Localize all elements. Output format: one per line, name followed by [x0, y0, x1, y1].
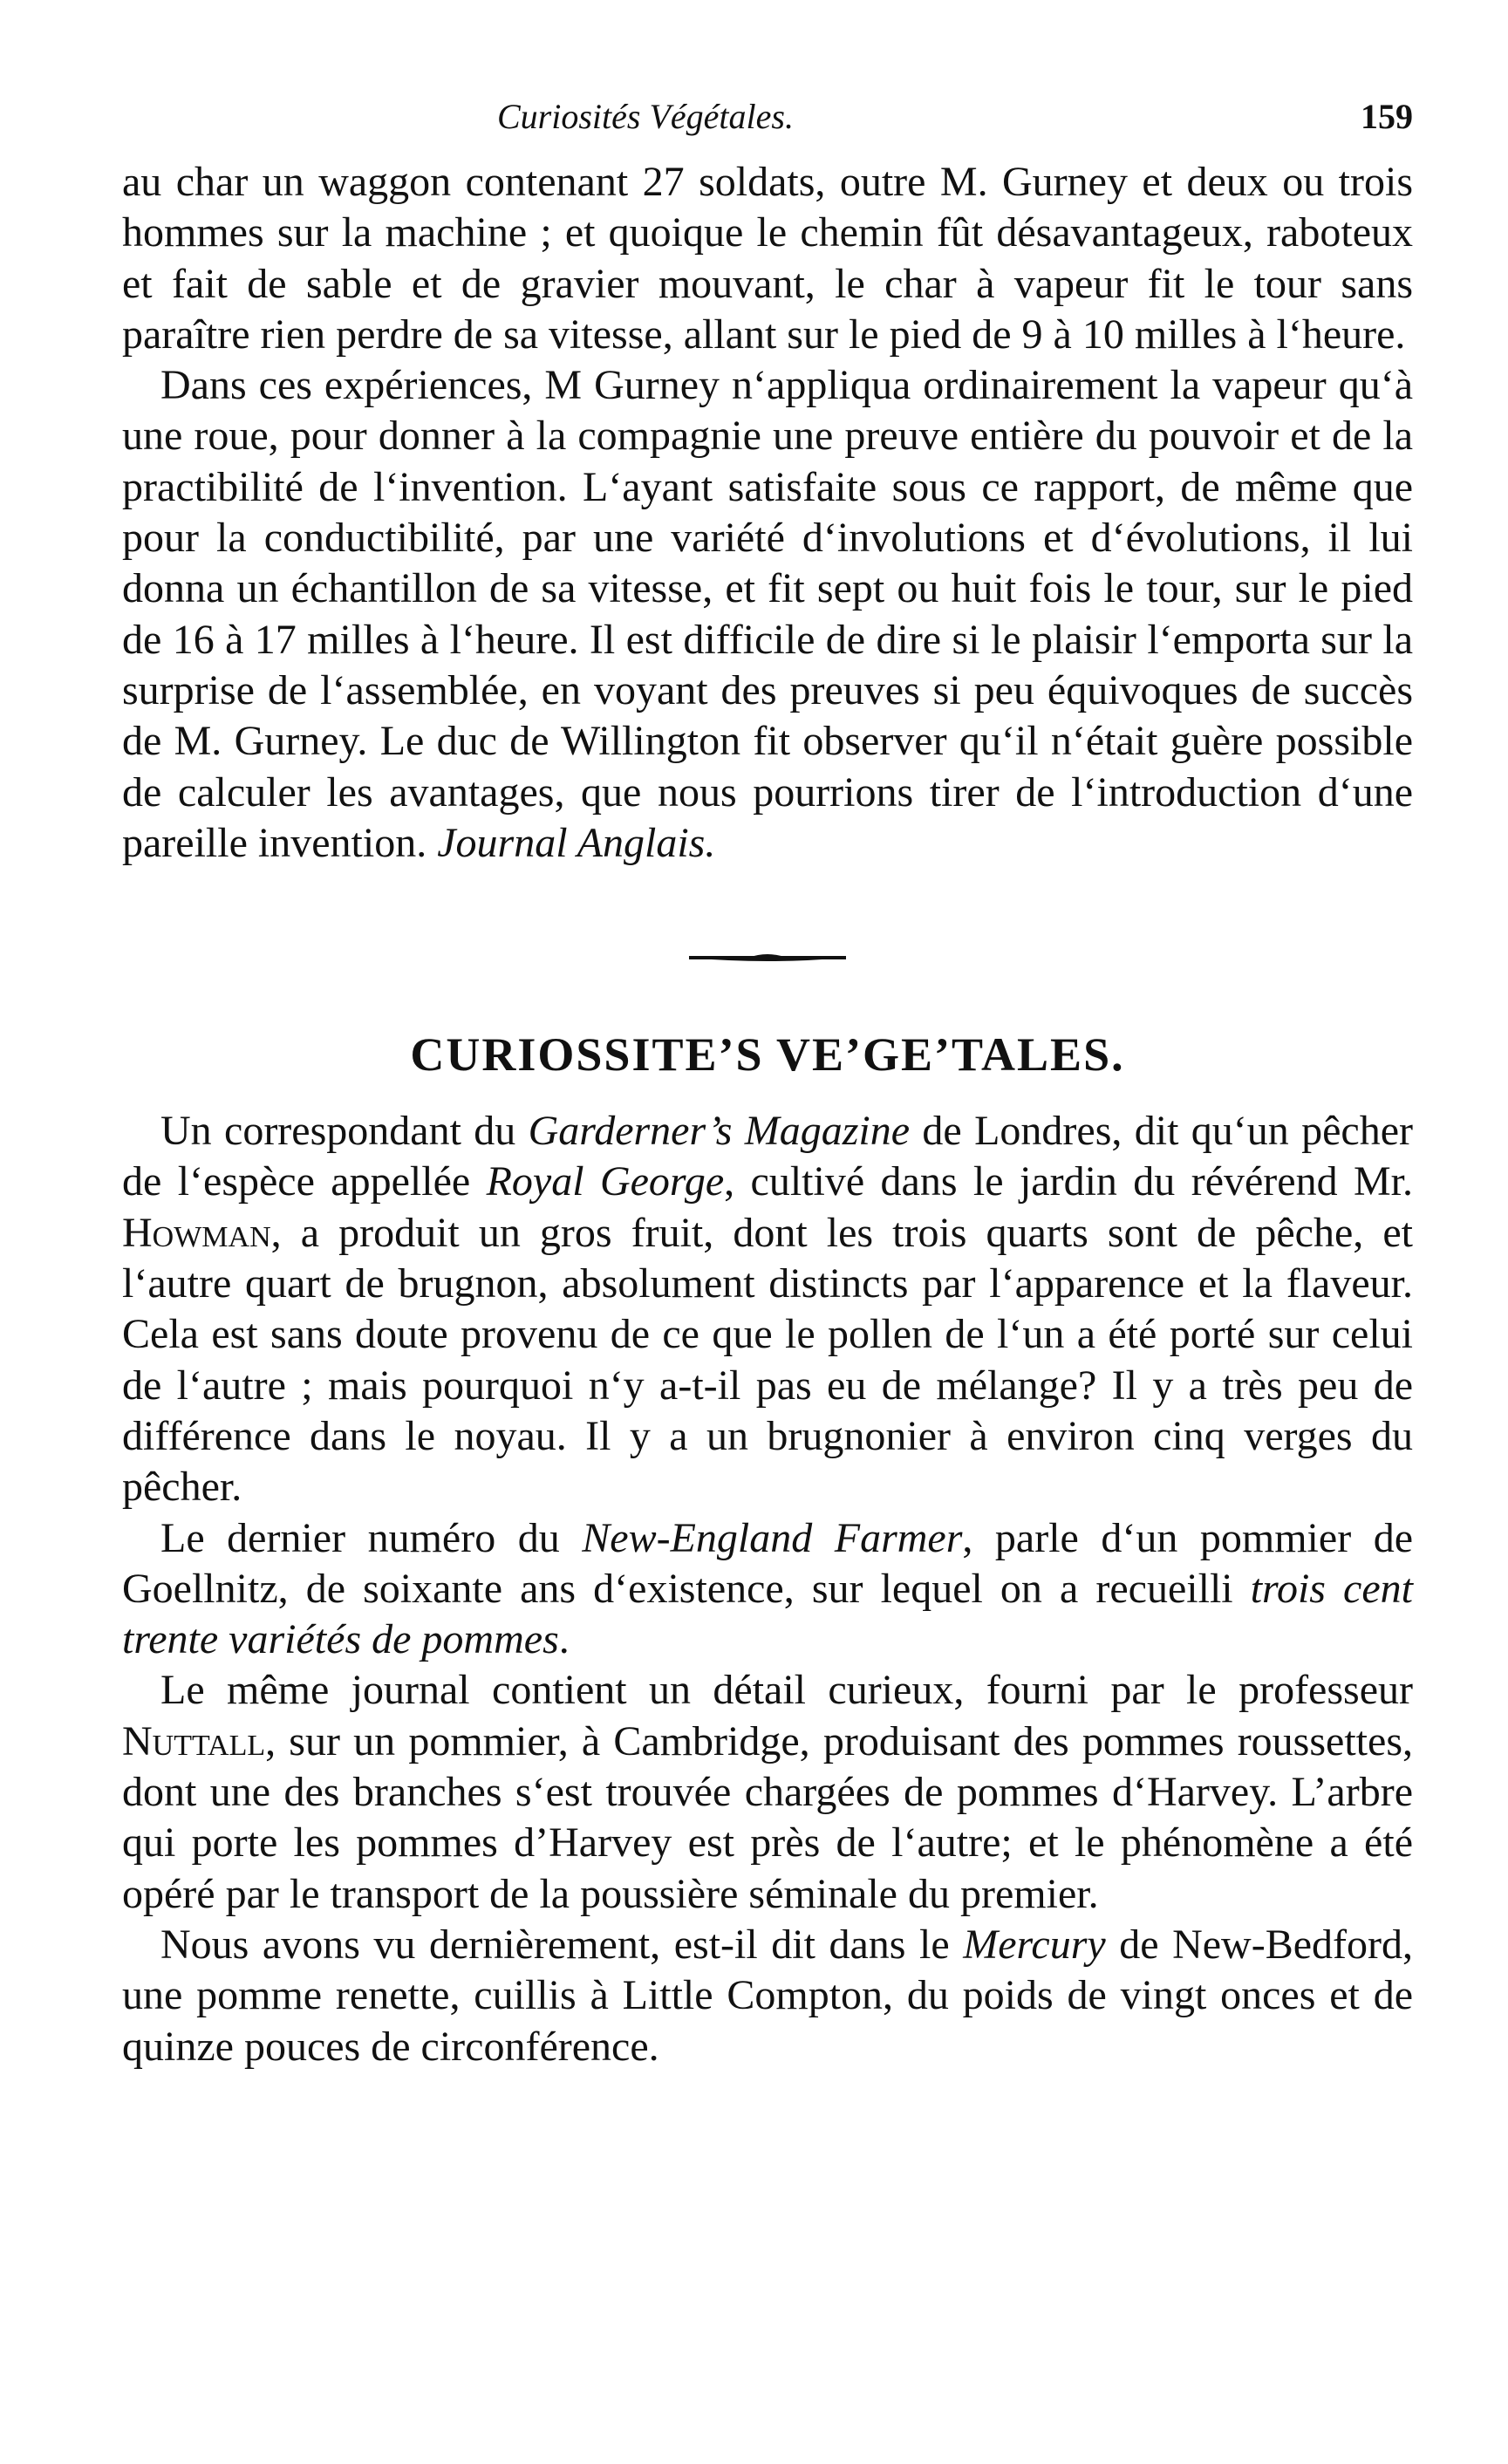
section-divider [122, 930, 1413, 986]
running-header [122, 87, 1413, 157]
italic-text-run: Royal George [486, 1158, 725, 1205]
text-run: de New-Bedford, une pomme renette, cuillis à Little Compton, du poids de vingt onces et de quinze pouces de circonférence. [122, 1921, 1413, 2070]
text-run: Le dernier numéro du [160, 1514, 583, 1561]
text-run: Dans ces expériences, M Gurney n‘appliqua ordinairement la vapeur qu‘à une roue, pour donner à la compagnie une preuve entière du pouvoir et de la practibilité de l‘invention. L‘ayant satisfaite sous ce rapport, de même que pour la conductibilité, par une variété d‘involutions et d‘évolutions, il lui donna un échantillon de sa vitesse, et fit sept ou huit fois le tour, sur le pied de 16 à 17 milles à l‘heure. Il est difficile de dire si le plaisir l‘emporta sur la surprise de l‘assemblée, en voyant des preuves si peu équivoques de succès de M. Gurney. Le duc de Willington fit observer qu‘il n‘était guère possible de calculer les avantages, que nous pourrions tirer de l‘introduction d‘une pareille invention. [122, 362, 1413, 866]
text-run: Le même journal contient un détail curieux, fourni par le professeur [160, 1667, 1413, 1714]
book-page [122, 87, 1413, 2072]
italic-text-run: Journal Anglais. [437, 819, 716, 866]
rule-dash-ornament-icon [680, 947, 855, 968]
text-run: au char un waggon contenant 27 soldats, outre M. Gurney et deux ou trois hommes sur la machine ; et quoique le chemin fût désavantageux, raboteux et fait de sable et de gravier mouvant, le char à vapeur fit le tour sans paraître rien perdre de sa vitesse, allant sur le pied de 9 à 10 milles à l‘heure. [122, 159, 1413, 358]
page-number: 159 [1361, 97, 1413, 136]
text-run: , a produit un gros fruit, dont les trois quarts sont de pêche, et l‘autre quart de brugnon, absolument distincts par l‘apparence et la flaveur. Cela est sans doute provenu de ce que le pollen de l‘un a été porté sur celui de l‘autre ; mais pourquoi n‘y a-t-il pas eu de mélange? Il y a très peu de différence dans le noyau. Il y a un brugnonier à environ cinq verges du pêcher. [122, 1209, 1413, 1511]
text-run: . [558, 1616, 570, 1663]
text-run: de Londres, dit qu‘un pêcher de l‘espèce appellée [122, 1108, 1413, 1205]
paragraph [122, 1513, 1413, 1666]
text-run: , parle d‘un pommier de Goellnitz, de soixante ans d‘existence, sur lequel on a recueilli [122, 1514, 1414, 1612]
section-text [122, 1106, 1413, 2072]
text-run: , sur un pommier, à Cambridge, produisant des pommes roussettes, dont une des branches s‘est trouvée chargées de pommes d‘Harvey. L’arbre qui porte les pommes d’Harvey est près de l‘autre; et le phénomène a été opéré par le transport de la poussière séminale du premier. [122, 1717, 1413, 1917]
italic-text-run: trois cent trente variétés de pommes [122, 1565, 1413, 1663]
smallcaps-text-run: Howman [122, 1209, 271, 1256]
smallcaps-text-run: Nuttall [122, 1717, 266, 1764]
paragraph [122, 1106, 1413, 1512]
text-run: Un correspondant du [160, 1108, 529, 1155]
italic-text-run: Garderner’s Magazine [528, 1108, 911, 1155]
text-run: Nous avons vu dernièrement, est-il dit dans le [160, 1921, 964, 1968]
italic-text-run: Mercury [963, 1921, 1106, 1968]
paragraph [122, 157, 1413, 360]
section-heading: CURIOSSITE’S VE’GE’TALES. [410, 1028, 1125, 1082]
text-run: , cultivé dans le jardin du révérend Mr. [724, 1158, 1413, 1205]
italic-text-run: New-England Farmer [582, 1514, 963, 1561]
paragraph [122, 1665, 1413, 1919]
paragraph [122, 1920, 1413, 2072]
body-text [122, 157, 1413, 869]
paragraph [122, 360, 1413, 869]
running-title: Curiosités Végétales. [497, 97, 794, 136]
